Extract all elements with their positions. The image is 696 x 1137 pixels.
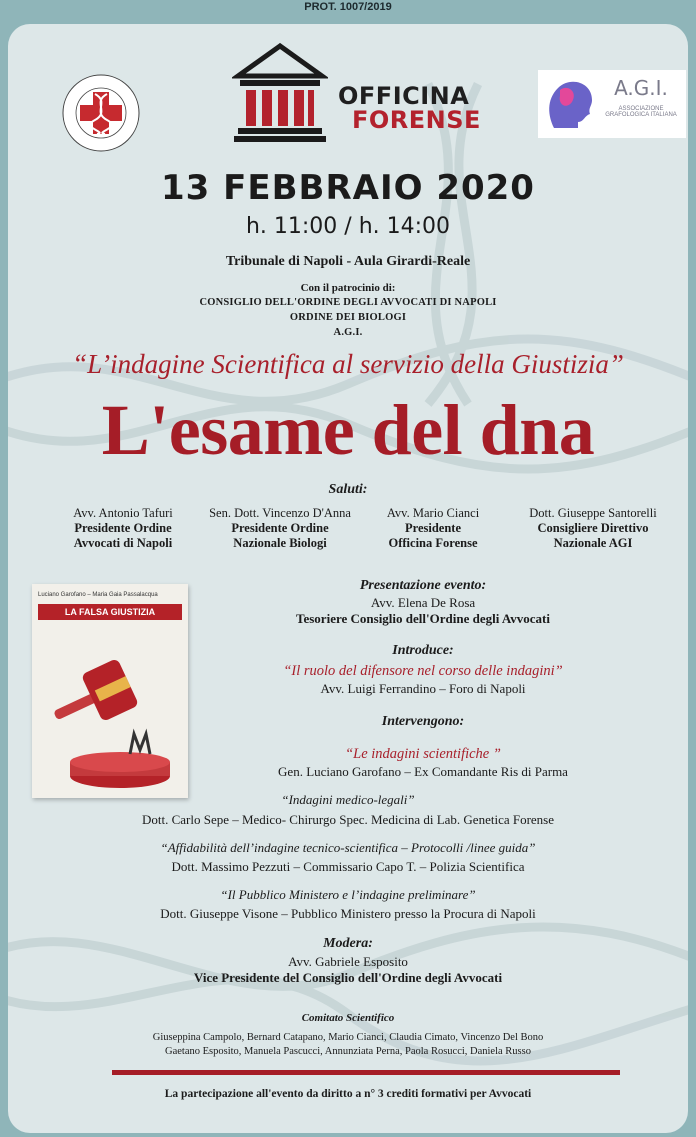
person-name: Sen. Dott. Vincenzo D'Anna xyxy=(209,506,351,520)
talk-title: “Le indagini scientifiche ” xyxy=(345,746,501,762)
saluti-person xyxy=(348,506,518,551)
protocol-bar xyxy=(0,0,696,22)
presentazione-heading: Presentazione evento: xyxy=(359,578,487,593)
introduce-talk: “Il ruolo del difensore nel corso delle indagini” xyxy=(283,663,563,679)
agi-subtitle: ASSOCIAZIONE GRAFOLOGICA ITALIANA xyxy=(605,106,677,118)
talk-speaker: Dott. Massimo Pezzuti – Commissario Capo T. – Polizia Scientifica xyxy=(171,859,525,874)
comitato-heading: Comitato Scientifico xyxy=(301,1012,395,1024)
book-title: LA FALSA GIUSTIZIA xyxy=(38,604,182,620)
protocol-number: PROT. 1007/2019 xyxy=(304,1,392,13)
introduce-speaker: Avv. Luigi Ferrandino – Foro di Napoli xyxy=(320,681,526,696)
officina-word: OFFICINA xyxy=(338,82,470,110)
event-title: L'esame del dna xyxy=(101,390,595,470)
intervengono-heading: Intervengono: xyxy=(381,714,465,729)
event-subtitle: “L’indagine Scientifica al servizio della Giustizia” xyxy=(72,349,624,379)
officina-forense-logo xyxy=(338,84,488,132)
event-hours: h. 11:00 / h. 14:00 xyxy=(245,214,451,239)
comitato-members: Giuseppina Campolo, Bernard Catapano, Mario Cianci, Claudia Cimato, Vincenzo Del Bono xyxy=(152,1032,544,1043)
person-role: Presidente xyxy=(404,521,461,535)
talk-title: “Affidabilità dell’indagine tecnico-scientifica – Protocolli /linee guida” xyxy=(160,840,536,855)
head-silhouette-icon xyxy=(544,76,596,132)
ordine-biologi-logo xyxy=(60,72,142,154)
patrocinio-line: A.G.I. xyxy=(333,327,363,338)
courthouse-icon xyxy=(232,42,328,146)
saluti-heading: Saluti: xyxy=(328,482,368,497)
person-name: Dott. Giuseppe Santorelli xyxy=(529,506,657,520)
modera-role: Vice Presidente del Consiglio dell'Ordine degli Avvocati xyxy=(193,970,503,985)
saluti-person xyxy=(38,506,208,551)
person-role: Nazionale AGI xyxy=(553,536,633,550)
patrocinio-line: ORDINE DEI BIOLOGI xyxy=(289,312,407,323)
event-venue: Tribunale di Napoli - Aula Girardi-Reale xyxy=(225,254,471,269)
divider-line xyxy=(112,1070,620,1075)
modera-name: Avv. Gabriele Esposito xyxy=(288,954,408,969)
person-role: Nazionale Biologi xyxy=(233,536,327,550)
comitato-members: Gaetano Esposito, Manuela Pascucci, Annunziata Perna, Paola Rosucci, Daniela Russo xyxy=(165,1046,531,1057)
patrocinio-line: CONSIGLIO DELL'ORDINE DEGLI AVVOCATI DI NAPOLI xyxy=(199,297,497,308)
talk-title: “Indagini medico-legali” xyxy=(281,792,415,807)
event-poster xyxy=(8,24,688,1133)
person-name: Avv. Antonio Tafuri xyxy=(73,506,173,520)
person-role: Consigliere Direttivo xyxy=(537,521,649,535)
person-role: Avvocati di Napoli xyxy=(73,536,173,550)
agi-title: A.G.I. xyxy=(614,76,668,100)
person-role: Presidente Ordine xyxy=(74,521,172,535)
presentazione-name: Avv. Elena De Rosa xyxy=(370,595,476,610)
talk-title: “Il Pubblico Ministero e l’indagine preliminare” xyxy=(220,887,476,902)
saluti-person xyxy=(508,506,678,551)
person-role: Officina Forense xyxy=(388,536,478,550)
modera-heading: Modera: xyxy=(323,936,373,951)
talk-speaker: Gen. Luciano Garofano – Ex Comandante Ris di Parma xyxy=(278,764,568,779)
person-role: Presidente Ordine xyxy=(231,521,329,535)
event-date: 13 FEBBRAIO 2020 xyxy=(161,168,535,208)
talk-speaker: Dott. Carlo Sepe – Medico- Chirurgo Spec. Medicina di Lab. Genetica Forense xyxy=(141,812,555,827)
presentazione-role: Tesoriere Consiglio dell'Ordine degli Avvocati xyxy=(296,611,550,626)
credits-note: La partecipazione all'evento da diritto a n° 3 crediti formativi per Avvocati xyxy=(164,1088,532,1100)
agi-logo xyxy=(538,70,686,138)
introduce-heading: Introduce: xyxy=(392,643,454,658)
person-name: Avv. Mario Cianci xyxy=(386,506,480,520)
book-authors: Luciano Garofano – Maria Gaia Passalacqua xyxy=(38,592,158,598)
saluti-person xyxy=(195,506,365,551)
talk-speaker: Dott. Giuseppe Visone – Pubblico Ministero presso la Procura di Napoli xyxy=(160,906,536,921)
patrocinio-heading: Con il patrocinio di: xyxy=(300,282,396,294)
forense-word: FORENSE xyxy=(352,106,481,134)
